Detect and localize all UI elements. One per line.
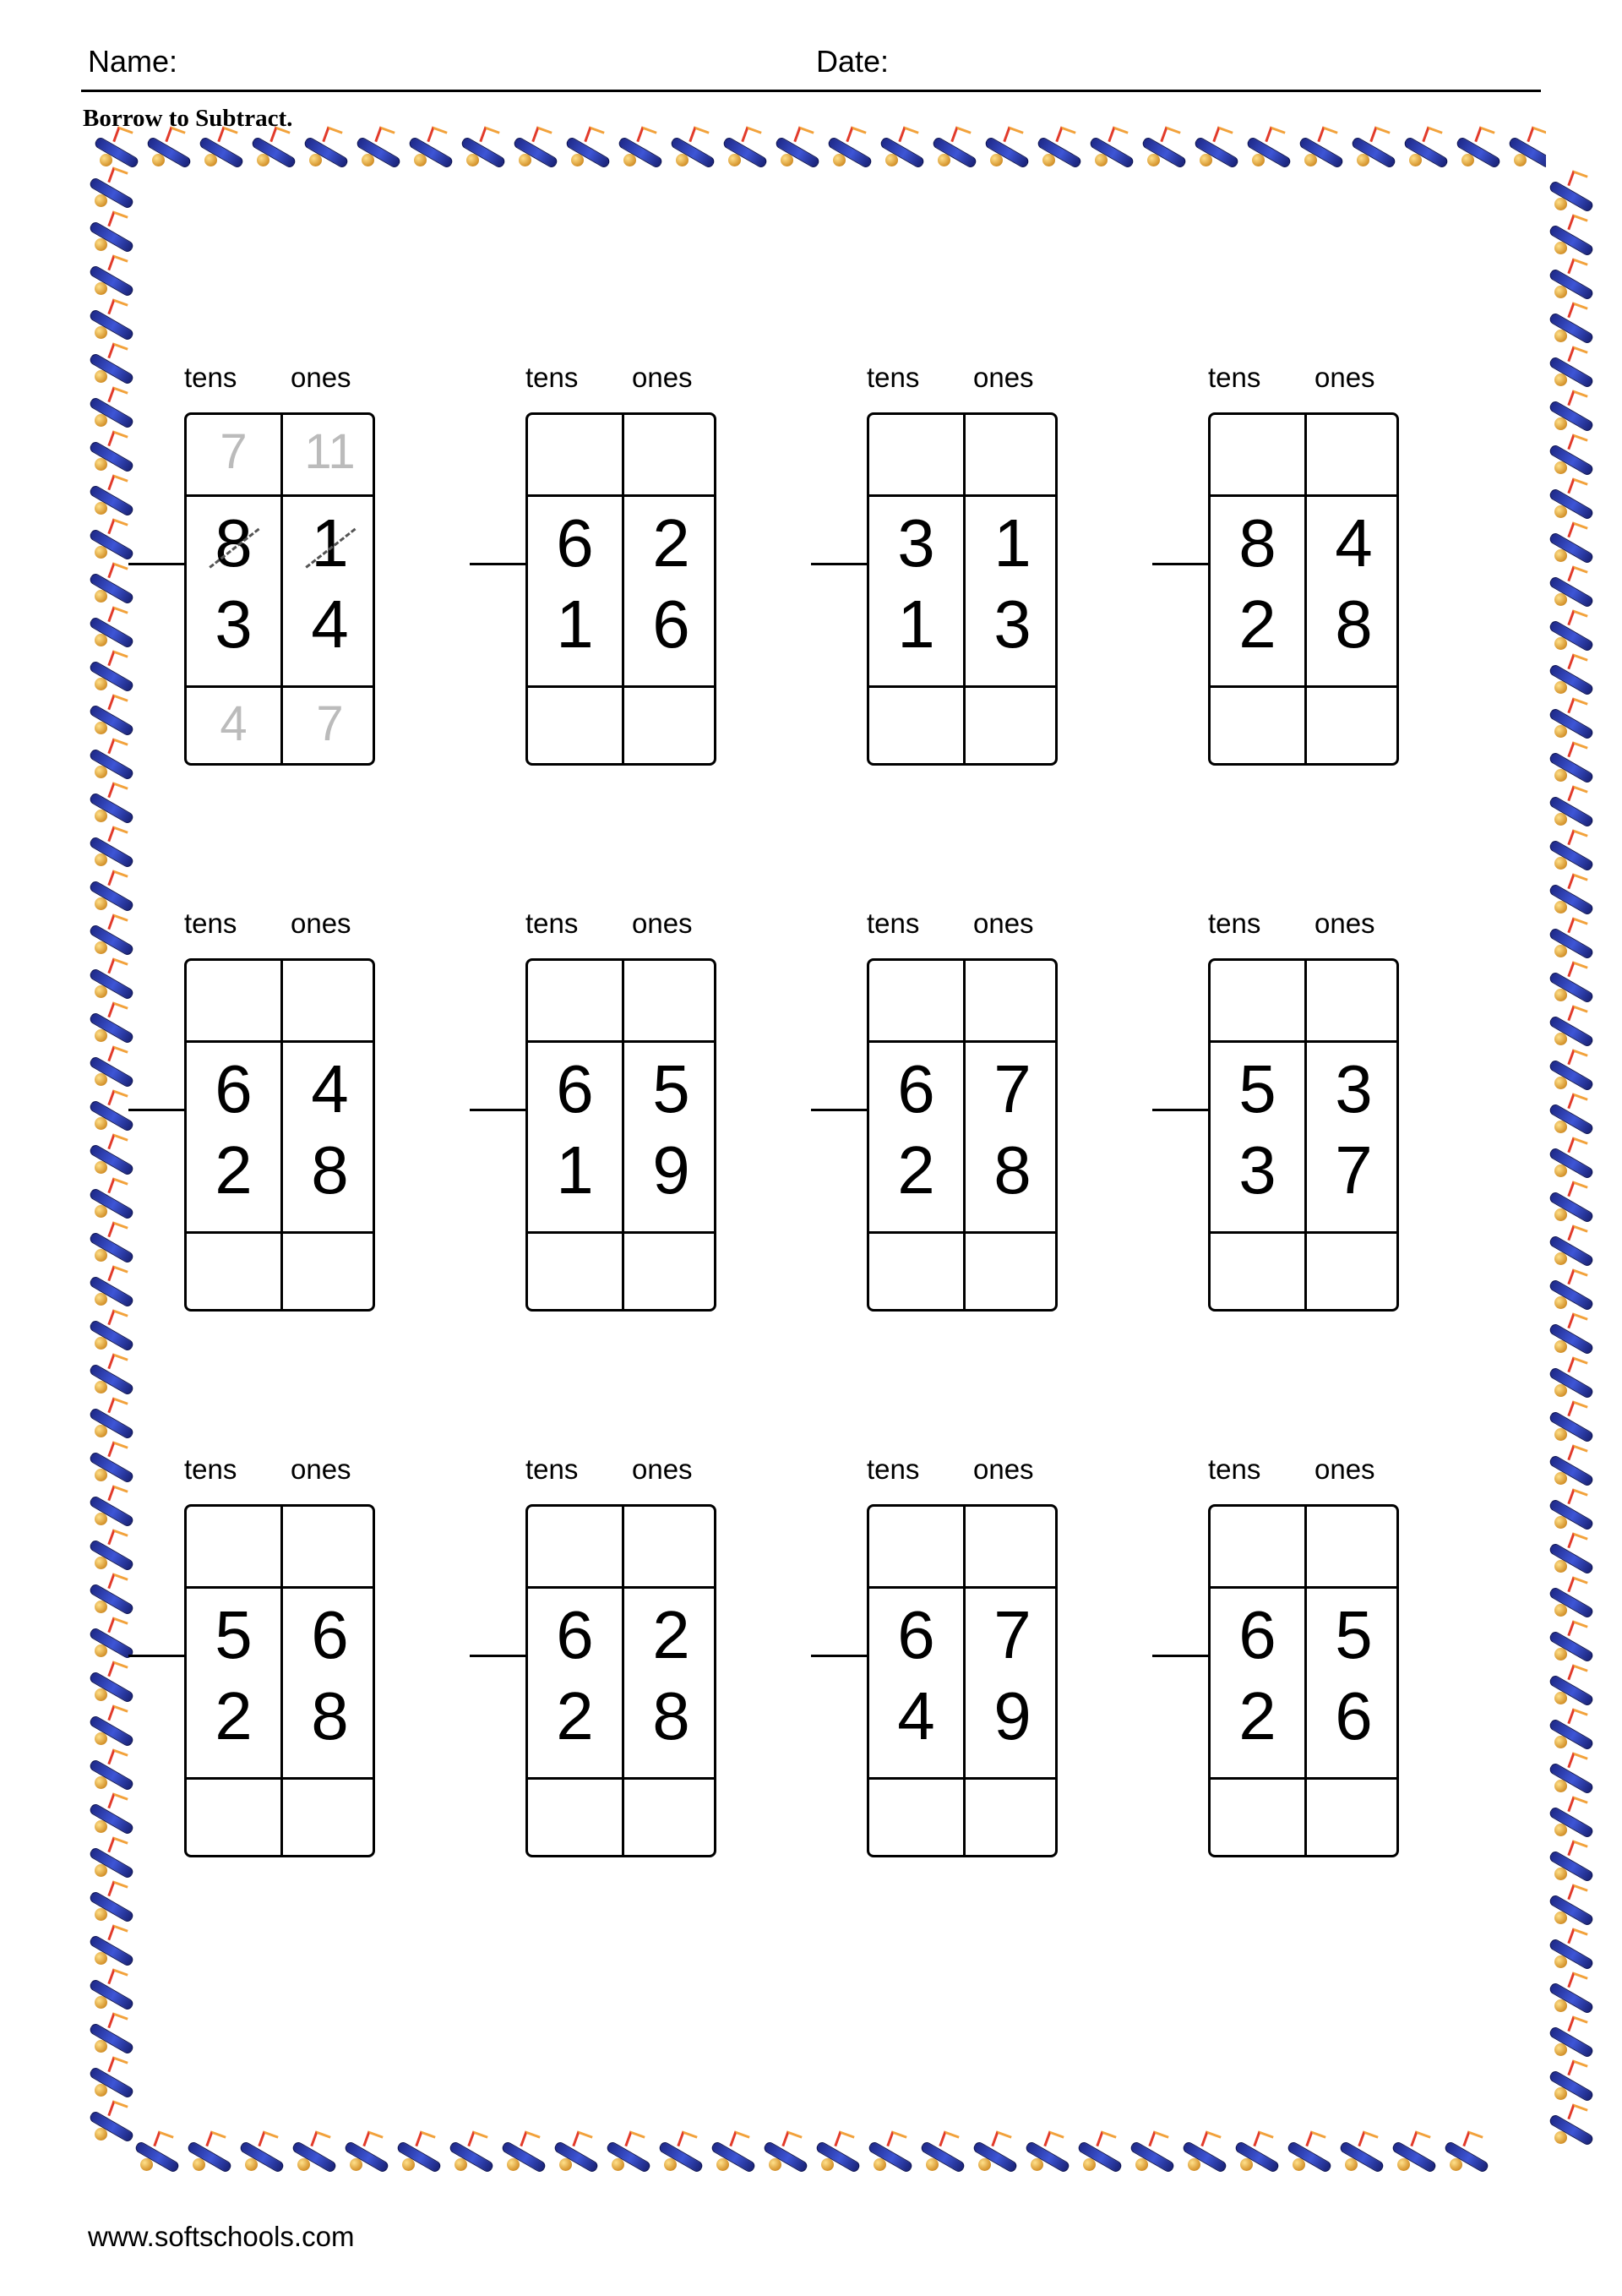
baseball-bat-icon xyxy=(1031,125,1083,176)
baseball-bat-icon xyxy=(1543,2102,1595,2146)
borrow-row-divider xyxy=(528,1586,714,1589)
baseball-bat-icon xyxy=(1543,1795,1595,1839)
border-bottom xyxy=(128,2130,1497,2180)
baseball-bat-icon xyxy=(1345,125,1397,176)
borrow-row-divider xyxy=(528,1040,714,1043)
baseball-bat-icon xyxy=(1543,1487,1595,1531)
name-label: Name: xyxy=(88,44,178,79)
top-ones-digit: 3 xyxy=(1335,1051,1373,1126)
baseball-bat-icon xyxy=(83,869,135,913)
ones-column-label: ones xyxy=(291,1453,351,1485)
bottom-ones-digit: 9 xyxy=(993,1678,1031,1753)
top-ones-digit: 7 xyxy=(993,1051,1031,1126)
baseball-bat-icon xyxy=(1543,257,1595,301)
tens-column-label: tens xyxy=(525,362,579,393)
baseball-bat-icon xyxy=(978,125,1031,176)
baseball-bat-icon xyxy=(83,2055,135,2099)
ones-column-label: ones xyxy=(973,908,1034,939)
baseball-bat-icon xyxy=(1543,1751,1595,1795)
place-value-box xyxy=(867,1504,1058,1857)
top-tens-digit: 6 xyxy=(556,505,594,581)
worksheet-title: Borrow to Subtract. xyxy=(83,105,293,132)
baseball-bat-icon xyxy=(507,125,559,176)
baseball-bat-icon xyxy=(83,561,135,605)
ones-column-label: ones xyxy=(291,908,351,939)
baseball-bat-icon xyxy=(454,125,507,176)
baseball-bat-icon xyxy=(83,1923,135,1967)
baseball-bat-icon xyxy=(83,1044,135,1088)
minus-sign xyxy=(1152,1655,1208,1657)
baseball-bat-icon xyxy=(809,2130,862,2180)
baseball-bat-icon xyxy=(547,2130,600,2180)
ones-column-label: ones xyxy=(632,362,693,393)
tens-column-label: tens xyxy=(1208,908,1261,939)
top-tens-digit: 6 xyxy=(215,1051,253,1126)
answer-row-divider xyxy=(528,685,714,688)
answer-row-divider xyxy=(528,1231,714,1234)
bottom-ones-digit: 6 xyxy=(652,586,690,662)
baseball-bat-icon xyxy=(1083,125,1135,176)
baseball-bat-icon xyxy=(83,1396,135,1440)
baseball-bat-icon xyxy=(1293,125,1345,176)
baseball-bat-icon xyxy=(1543,213,1595,257)
baseball-bat-icon xyxy=(1543,652,1595,696)
baseball-bat-icon xyxy=(1543,784,1595,828)
top-tens-digit: 6 xyxy=(897,1597,935,1672)
baseball-bat-icon xyxy=(1543,1136,1595,1180)
borrow-row-divider xyxy=(528,494,714,497)
top-ones-digit: 1 xyxy=(993,505,1031,581)
baseball-bat-icon xyxy=(245,125,297,176)
baseball-bat-icon xyxy=(193,125,245,176)
baseball-bat-icon xyxy=(83,1528,135,1572)
minus-sign xyxy=(470,1109,525,1111)
bottom-tens-digit: 2 xyxy=(897,1132,935,1208)
tens-column-label: tens xyxy=(867,908,920,939)
baseball-bat-icon xyxy=(612,125,664,176)
ones-column-label: ones xyxy=(1314,1453,1375,1485)
baseball-bat-icon xyxy=(443,2130,495,2180)
baseball-bat-icon xyxy=(495,2130,547,2180)
top-ones-digit: 6 xyxy=(311,1597,349,1672)
minus-sign xyxy=(128,1109,184,1111)
baseball-bat-icon xyxy=(1543,345,1595,389)
borrow-row-divider xyxy=(187,494,373,497)
baseball-bat-icon xyxy=(83,1352,135,1396)
borrow-row-divider xyxy=(187,1040,373,1043)
baseball-bat-icon xyxy=(1543,1312,1595,1355)
baseball-bat-icon xyxy=(821,125,874,176)
borrowed-tens-hint: 7 xyxy=(220,424,248,479)
answer-row-divider xyxy=(187,1777,373,1780)
baseball-bat-icon xyxy=(1071,2130,1124,2180)
baseball-bat-icon xyxy=(1543,1663,1595,1707)
baseball-bat-icon xyxy=(769,125,821,176)
baseball-bat-icon xyxy=(83,1704,135,1748)
baseball-bat-icon xyxy=(83,517,135,561)
bottom-tens-digit: 4 xyxy=(897,1678,935,1753)
answer-row-divider xyxy=(1211,1231,1396,1234)
baseball-bat-icon xyxy=(1124,2130,1176,2180)
minus-sign xyxy=(811,1109,867,1111)
answer-row-divider xyxy=(1211,685,1396,688)
ones-column-label: ones xyxy=(291,362,351,393)
baseball-bat-icon xyxy=(1188,125,1240,176)
bottom-ones-digit: 9 xyxy=(652,1132,690,1208)
baseball-bat-icon xyxy=(1543,2015,1595,2059)
baseball-bat-icon xyxy=(1543,696,1595,740)
bottom-tens-digit: 2 xyxy=(1238,586,1276,662)
tens-column-label: tens xyxy=(184,1453,237,1485)
top-ones-digit: 1 xyxy=(311,505,349,581)
bottom-tens-digit: 2 xyxy=(1238,1678,1276,1753)
top-tens-digit: 6 xyxy=(897,1051,935,1126)
bottom-ones-digit: 3 xyxy=(993,586,1031,662)
place-value-box xyxy=(867,958,1058,1312)
tens-column-label: tens xyxy=(184,908,237,939)
baseball-bat-icon xyxy=(1543,828,1595,872)
baseball-bat-icon xyxy=(350,125,402,176)
baseball-bat-icon xyxy=(1438,2130,1490,2180)
tens-column-label: tens xyxy=(525,1453,579,1485)
minus-sign xyxy=(1152,1109,1208,1111)
baseball-bat-icon xyxy=(83,1440,135,1484)
baseball-bat-icon xyxy=(83,737,135,781)
top-tens-digit: 5 xyxy=(1238,1051,1276,1126)
baseball-bat-icon xyxy=(1543,740,1595,784)
answer-row-divider xyxy=(528,1777,714,1780)
minus-sign xyxy=(470,563,525,565)
borrow-row-divider xyxy=(1211,494,1396,497)
baseball-bat-icon xyxy=(1333,2130,1385,2180)
top-ones-digit: 5 xyxy=(1335,1597,1373,1672)
bottom-tens-digit: 1 xyxy=(556,586,594,662)
bottom-tens-digit: 1 xyxy=(897,586,935,662)
baseball-bat-icon xyxy=(83,2011,135,2055)
baseball-bat-icon xyxy=(181,2130,233,2180)
baseball-bat-icon xyxy=(83,781,135,825)
bottom-ones-digit: 8 xyxy=(993,1132,1031,1208)
borrow-row-divider xyxy=(869,1586,1055,1589)
top-tens-digit: 8 xyxy=(215,505,253,581)
baseball-bat-icon xyxy=(1543,1883,1595,1927)
baseball-bat-icon xyxy=(1543,1399,1595,1443)
baseball-bat-icon xyxy=(1543,1224,1595,1268)
answer-row-divider xyxy=(869,1231,1055,1234)
baseball-bat-icon xyxy=(1543,169,1595,213)
bottom-ones-digit: 7 xyxy=(1335,1132,1373,1208)
baseball-bat-icon xyxy=(83,1660,135,1704)
baseball-bat-icon xyxy=(1543,1355,1595,1399)
baseball-bat-icon xyxy=(83,1967,135,2011)
baseball-bat-icon xyxy=(83,1308,135,1352)
answer-tens-hint: 4 xyxy=(220,696,248,751)
baseball-bat-icon xyxy=(83,1572,135,1616)
baseball-bat-icon xyxy=(705,2130,757,2180)
baseball-bat-icon xyxy=(286,2130,338,2180)
tens-column-label: tens xyxy=(1208,1453,1261,1485)
answer-row-divider xyxy=(187,685,373,688)
baseball-bat-icon xyxy=(1543,872,1595,916)
baseball-bat-icon xyxy=(338,2130,390,2180)
ones-column-label: ones xyxy=(632,1453,693,1485)
baseball-bat-icon xyxy=(83,210,135,254)
tens-column-label: tens xyxy=(1208,362,1261,393)
baseball-bat-icon xyxy=(874,125,926,176)
baseball-bat-icon xyxy=(1543,2059,1595,2102)
baseball-bat-icon xyxy=(83,1176,135,1220)
top-ones-digit: 4 xyxy=(311,1051,349,1126)
top-tens-digit: 6 xyxy=(556,1597,594,1672)
baseball-bat-icon xyxy=(83,1835,135,1879)
baseball-bat-icon xyxy=(1228,2130,1281,2180)
top-ones-digit: 4 xyxy=(1335,505,1373,581)
top-ones-digit: 7 xyxy=(993,1597,1031,1672)
borrow-row-divider xyxy=(869,1040,1055,1043)
tens-column-label: tens xyxy=(184,362,237,393)
ones-column-label: ones xyxy=(1314,908,1375,939)
baseball-bat-icon xyxy=(402,125,454,176)
baseball-bat-icon xyxy=(83,1484,135,1528)
bottom-tens-digit: 3 xyxy=(1238,1132,1276,1208)
top-tens-digit: 6 xyxy=(1238,1597,1276,1672)
top-ones-digit: 5 xyxy=(652,1051,690,1126)
baseball-bat-icon xyxy=(83,166,135,210)
bottom-tens-digit: 2 xyxy=(556,1678,594,1753)
top-tens-digit: 6 xyxy=(556,1051,594,1126)
baseball-bat-icon xyxy=(1135,125,1188,176)
baseball-bat-icon xyxy=(83,2099,135,2143)
footer-url: www.softschools.com xyxy=(88,2221,355,2252)
top-tens-digit: 8 xyxy=(1238,505,1276,581)
baseball-bat-icon xyxy=(233,2130,286,2180)
baseball-bat-icon xyxy=(83,1088,135,1132)
place-value-box xyxy=(184,412,375,766)
baseball-bat-icon xyxy=(862,2130,914,2180)
baseball-bat-icon xyxy=(1543,1268,1595,1312)
minus-sign xyxy=(811,1655,867,1657)
baseball-bat-icon xyxy=(1240,125,1293,176)
place-value-box xyxy=(1208,412,1399,766)
baseball-bat-icon xyxy=(1543,608,1595,652)
top-ones-digit: 2 xyxy=(652,1597,690,1672)
place-value-box xyxy=(867,412,1058,766)
bottom-ones-digit: 8 xyxy=(1335,586,1373,662)
baseball-bat-icon xyxy=(1502,125,1546,176)
answer-ones-hint: 7 xyxy=(316,696,344,751)
ones-column-label: ones xyxy=(973,1453,1034,1485)
baseball-bat-icon xyxy=(1543,1971,1595,2015)
baseball-bat-icon xyxy=(83,957,135,1001)
baseball-bat-icon xyxy=(1543,1180,1595,1224)
baseball-bat-icon xyxy=(559,125,612,176)
baseball-bat-icon xyxy=(1543,521,1595,564)
baseball-bat-icon xyxy=(83,1264,135,1308)
tens-column-label: tens xyxy=(525,908,579,939)
baseball-bat-icon xyxy=(600,2130,652,2180)
borrow-row-divider xyxy=(1211,1040,1396,1043)
place-value-box xyxy=(1208,958,1399,1312)
baseball-bat-icon xyxy=(1176,2130,1228,2180)
bottom-ones-digit: 8 xyxy=(311,1678,349,1753)
baseball-bat-icon xyxy=(1450,125,1502,176)
place-value-box xyxy=(525,1504,716,1857)
baseball-bat-icon xyxy=(1543,1619,1595,1663)
top-tens-digit: 5 xyxy=(215,1597,253,1672)
bottom-tens-digit: 2 xyxy=(215,1132,253,1208)
ones-column-label: ones xyxy=(1314,362,1375,393)
ones-column-label: ones xyxy=(632,908,693,939)
baseball-bat-icon xyxy=(1543,1839,1595,1883)
baseball-bat-icon xyxy=(128,2130,181,2180)
bottom-tens-digit: 2 xyxy=(215,1678,253,1753)
top-ones-digit: 2 xyxy=(652,505,690,581)
baseball-bat-icon xyxy=(140,125,193,176)
baseball-bat-icon xyxy=(83,429,135,473)
minus-sign xyxy=(470,1655,525,1657)
borrow-row-divider xyxy=(187,1586,373,1589)
bottom-tens-digit: 1 xyxy=(556,1132,594,1208)
baseball-bat-icon xyxy=(1543,1092,1595,1136)
baseball-bat-icon xyxy=(716,125,769,176)
baseball-bat-icon xyxy=(1281,2130,1333,2180)
borrowed-ones-hint: 11 xyxy=(304,424,356,479)
baseball-bat-icon xyxy=(83,649,135,693)
border-left xyxy=(83,166,135,2143)
minus-sign xyxy=(811,563,867,565)
baseball-bat-icon xyxy=(83,693,135,737)
ones-column-label: ones xyxy=(973,362,1034,393)
bottom-ones-digit: 6 xyxy=(1335,1678,1373,1753)
border-right xyxy=(1543,169,1595,2146)
baseball-bat-icon xyxy=(83,825,135,869)
baseball-bat-icon xyxy=(83,1748,135,1792)
place-value-box xyxy=(525,412,716,766)
minus-sign xyxy=(128,563,184,565)
answer-row-divider xyxy=(187,1231,373,1234)
baseball-bat-icon xyxy=(1543,916,1595,960)
baseball-bat-icon xyxy=(1543,1575,1595,1619)
borrow-row-divider xyxy=(869,494,1055,497)
baseball-bat-icon xyxy=(1543,433,1595,477)
baseball-bat-icon xyxy=(966,2130,1019,2180)
header-rule xyxy=(81,90,1541,92)
answer-row-divider xyxy=(869,1777,1055,1780)
baseball-bat-icon xyxy=(83,385,135,429)
bottom-ones-digit: 4 xyxy=(311,586,349,662)
baseball-bat-icon xyxy=(1543,564,1595,608)
baseball-bat-icon xyxy=(83,913,135,957)
place-value-box xyxy=(1208,1504,1399,1857)
borrow-row-divider xyxy=(1211,1586,1396,1589)
baseball-bat-icon xyxy=(83,1792,135,1835)
baseball-bat-icon xyxy=(83,1879,135,1923)
baseball-bat-icon xyxy=(297,125,350,176)
baseball-bat-icon xyxy=(1543,1927,1595,1971)
baseball-bat-icon xyxy=(757,2130,809,2180)
bottom-tens-digit: 3 xyxy=(215,586,253,662)
baseball-bat-icon xyxy=(1543,1048,1595,1092)
baseball-bat-icon xyxy=(83,1132,135,1176)
answer-row-divider xyxy=(869,685,1055,688)
place-value-box xyxy=(184,1504,375,1857)
minus-sign xyxy=(1152,563,1208,565)
baseball-bat-icon xyxy=(83,1001,135,1044)
baseball-bat-icon xyxy=(83,341,135,385)
baseball-bat-icon xyxy=(1543,960,1595,1004)
bottom-ones-digit: 8 xyxy=(652,1678,690,1753)
baseball-bat-icon xyxy=(83,473,135,517)
place-value-box xyxy=(525,958,716,1312)
baseball-bat-icon xyxy=(83,605,135,649)
baseball-bat-icon xyxy=(83,1220,135,1264)
baseball-bat-icon xyxy=(926,125,978,176)
baseball-bat-icon xyxy=(1543,1531,1595,1575)
baseball-bat-icon xyxy=(83,254,135,297)
tens-column-label: tens xyxy=(867,1453,920,1485)
baseball-bat-icon xyxy=(1019,2130,1071,2180)
baseball-bat-icon xyxy=(1543,1004,1595,1048)
bottom-ones-digit: 8 xyxy=(311,1132,349,1208)
top-tens-digit: 3 xyxy=(897,505,935,581)
baseball-bat-icon xyxy=(1543,1707,1595,1751)
baseball-bat-icon xyxy=(390,2130,443,2180)
date-label: Date: xyxy=(816,44,890,79)
baseball-bat-icon xyxy=(1543,301,1595,345)
baseball-bat-icon xyxy=(83,1616,135,1660)
baseball-bat-icon xyxy=(83,297,135,341)
place-value-box xyxy=(184,958,375,1312)
baseball-bat-icon xyxy=(914,2130,966,2180)
baseball-bat-icon xyxy=(1397,125,1450,176)
baseball-bat-icon xyxy=(1543,477,1595,521)
baseball-bat-icon xyxy=(1385,2130,1438,2180)
tens-column-label: tens xyxy=(867,362,920,393)
baseball-bat-icon xyxy=(1543,389,1595,433)
baseball-bat-icon xyxy=(1543,1443,1595,1487)
answer-row-divider xyxy=(1211,1777,1396,1780)
baseball-bat-icon xyxy=(664,125,716,176)
minus-sign xyxy=(128,1655,184,1657)
baseball-bat-icon xyxy=(652,2130,705,2180)
border-top xyxy=(88,125,1546,176)
